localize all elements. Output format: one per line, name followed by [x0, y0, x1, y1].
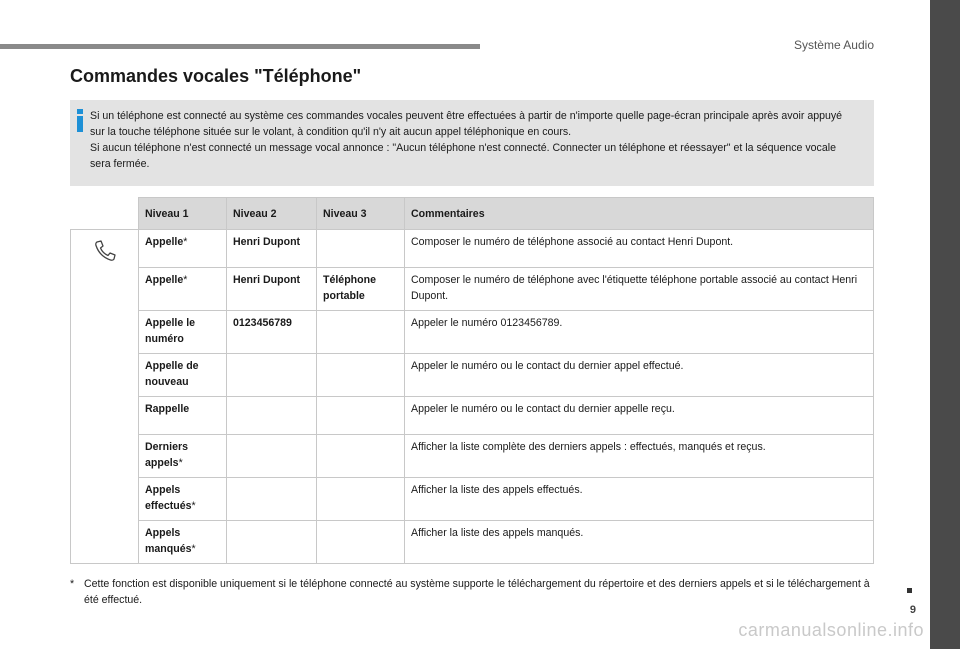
icon-cell [71, 230, 139, 564]
level2-cell [227, 397, 317, 435]
level1-cell: Appels effectués [145, 484, 192, 512]
level2-cell [227, 521, 317, 564]
level1-cell: Rappelle [145, 403, 190, 415]
level3-cell [317, 354, 405, 397]
header-comments: Commentaires [405, 198, 874, 230]
table-row [71, 435, 874, 478]
asterisk: * [191, 543, 196, 555]
asterisk: * [183, 236, 188, 248]
table-row [71, 397, 874, 435]
level2-cell [227, 478, 317, 521]
table-row [71, 268, 874, 311]
comment-cell: Afficher la liste complète des derniers appels : effectués, manqués et reçus. [405, 435, 874, 478]
info-text-1: Si un téléphone est connecté au système ces commandes vocales peuvent être effectuées à partir de n'importe quelle page-écran principale après avoir appuyé sur la touche téléphone située sur le volant, à condition qu'il n'y ait aucun appel téléphonique en cours. [90, 110, 843, 138]
level3-cell [317, 311, 405, 354]
level2-cell [227, 354, 317, 397]
comment-cell: Composer le numéro de téléphone associé au contact Henri Dupont. [405, 230, 874, 268]
header-level-1: Niveau 1 [139, 198, 227, 230]
watermark: carmanualsonline.info [738, 620, 924, 640]
level3-cell [317, 521, 405, 564]
level1-cell: Appelle le numéro [145, 317, 196, 345]
level2-cell: Henri Dupont [227, 230, 317, 268]
table-row [71, 230, 874, 268]
comment-cell: Afficher la liste des appels manqués. [405, 521, 874, 564]
level1-cell: Appelle [145, 274, 184, 286]
section-title: Système Audio [793, 38, 874, 52]
level1-cell: Derniers appels [145, 441, 188, 469]
level3-cell [317, 478, 405, 521]
table-header-row [71, 198, 874, 230]
comment-cell: Afficher la liste des appels effectués. [405, 478, 874, 521]
info-icon [77, 109, 83, 131]
comment-cell: Appeler le numéro ou le contact du dernier appelle reçu. [405, 397, 874, 435]
comment-cell: Appeler le numéro 0123456789. [405, 311, 874, 354]
level3-cell [317, 435, 405, 478]
table-row [71, 354, 874, 397]
page-marker [907, 588, 912, 593]
level1-cell: Appelle de nouveau [145, 360, 199, 388]
footnote-marker: * [70, 578, 75, 590]
asterisk: * [178, 457, 183, 469]
page-number: 9 [909, 604, 916, 616]
header-level-3: Niveau 3 [317, 198, 405, 230]
table-row [71, 311, 874, 354]
level2-cell: Henri Dupont [227, 268, 317, 311]
phone-handset-icon [92, 238, 118, 264]
level2-cell [227, 435, 317, 478]
page-title: Commandes vocales "Téléphone" [70, 66, 362, 86]
level1-cell: Appels manqués [145, 527, 192, 555]
footnote-text: Cette fonction est disponible uniquement si le téléphone connecté au système supporte le téléchargement du répertoire et des derniers appels et si le téléchargement à été effectué. [84, 578, 870, 606]
header-level-2: Niveau 2 [227, 198, 317, 230]
info-box [70, 100, 874, 186]
table-row [71, 478, 874, 521]
level3-cell: Téléphone portable [317, 268, 405, 311]
level3-cell [317, 397, 405, 435]
comment-cell: Appeler le numéro ou le contact du dernier appel effectué. [405, 354, 874, 397]
asterisk: * [183, 274, 188, 286]
comment-cell: Composer le numéro de téléphone avec l'étiquette téléphone portable associé au contact Henri Dupont. [405, 268, 874, 311]
level1-cell: Appelle [145, 236, 184, 248]
table-row [71, 521, 874, 564]
level2-cell: 0123456789 [227, 311, 317, 354]
top-divider-bar [0, 44, 480, 49]
footnote [70, 576, 870, 608]
page-edge-bar [930, 0, 960, 649]
asterisk: * [191, 500, 196, 512]
level3-cell [317, 230, 405, 268]
voice-commands-table [70, 197, 874, 564]
info-text-2: Si aucun téléphone n'est connecté un message vocal annonce : "Aucun téléphone n'est connecté. Connecter un téléphone et réessayer" et la séquence vocale sera fermée. [90, 142, 836, 170]
